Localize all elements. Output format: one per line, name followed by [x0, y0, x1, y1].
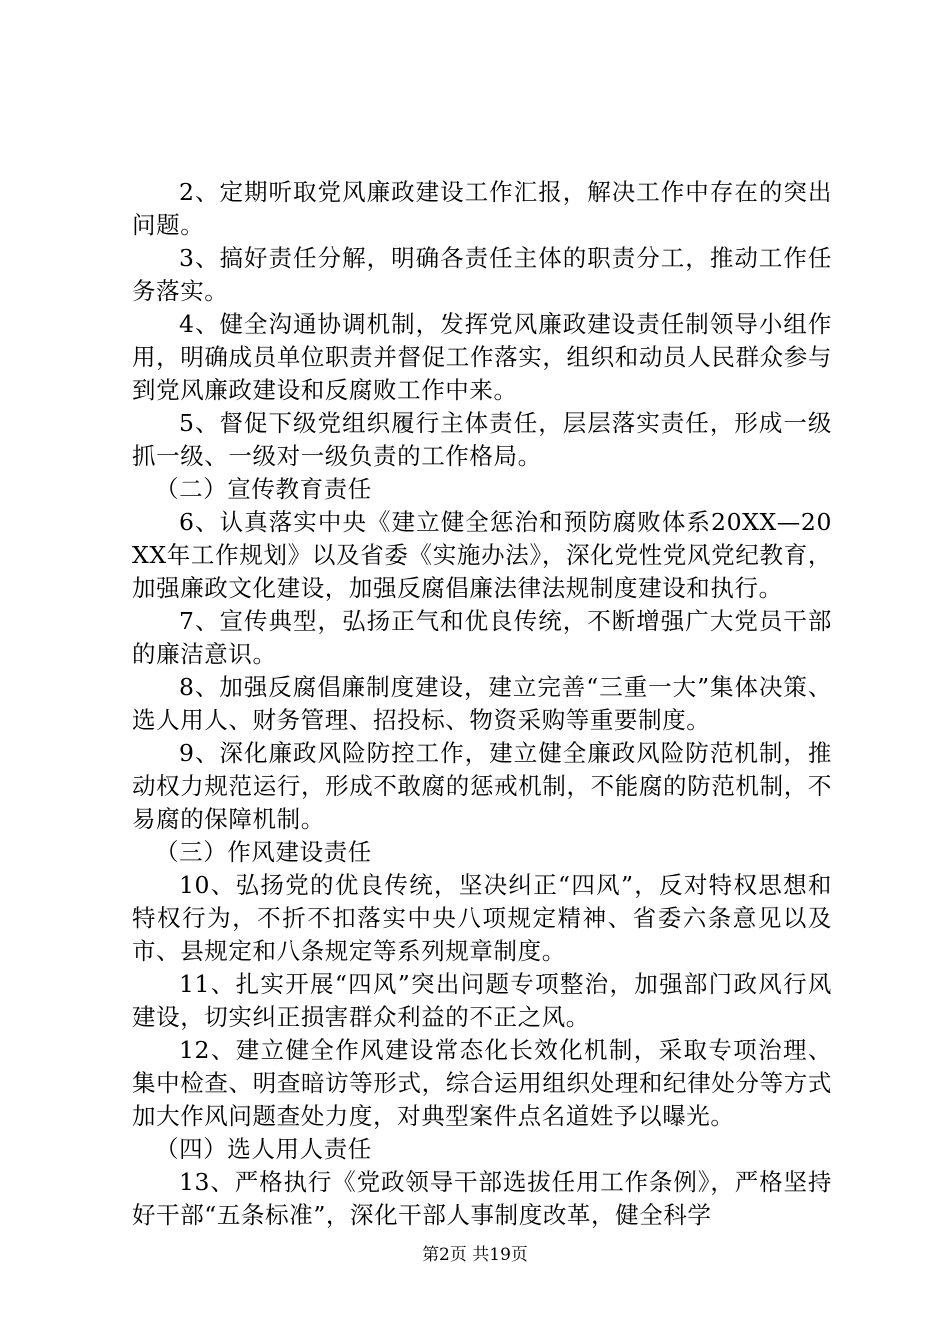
paragraph-item-8: 8、加强反腐倡廉制度建设，建立完善“三重一大”集体决策、选人用人、财务管理、招投标、物资采购等重要制度。	[132, 673, 832, 734]
section-heading-personnel-selection: （四）选人用人责任	[155, 1135, 372, 1163]
paragraph-item-5: 5、督促下级党组织履行主体责任，层层落实责任，形成一级抓一级、一级对一级负责的工作格局。	[132, 409, 832, 470]
page-footer	[0, 1244, 950, 1266]
paragraph-item-3: 3、搞好责任分解，明确各责任主体的职责分工，推动工作任务落实。	[132, 244, 832, 305]
paragraph-item-9: 9、深化廉政风险防控工作，建立健全廉政风险防范机制，推动权力规范运行，形成不敢腐的惩戒机制，不能腐的防范机制，不易腐的保障机制。	[132, 739, 832, 833]
paragraph-item-12: 12、建立健全作风建设常态化长效化机制，采取专项治理、集中检查、明查暗访等形式，综合运用组织处理和纪律处分等方式加大作风问题查处力度，对典型案件点名道姓予以曝光。	[132, 1036, 832, 1130]
paragraph-item-2: 2、定期听取党风廉政建设工作汇报，解决工作中存在的突出问题。	[132, 178, 832, 239]
paragraph-item-6: 6、认真落实中央《建立健全惩治和预防腐败体系20XX—20XX年工作规划》以及省委《实施办法》，深化党性党风党纪教育，加强廉政文化建设，加强反腐倡廉法律法规制度建设和执行。	[132, 508, 832, 602]
document-body	[132, 176, 832, 1232]
paragraph-item-11: 11、扎实开展“四风”突出问题专项整治，加强部门政风行风建设，切实纠正损害群众利益的不正之风。	[132, 970, 832, 1031]
paragraph-item-4: 4、健全沟通协调机制，发挥党风廉政建设责任制领导小组作用，明确成员单位职责并督促工作落实，组织和动员人民群众参与到党风廉政建设和反腐败工作中来。	[132, 310, 832, 404]
paragraph-item-10: 10、弘扬党的优良传统，坚决纠正“四风”，反对特权思想和特权行为，不折不扣落实中央八项规定精神、省委六条意见以及市、县规定和八条规定等系列规章制度。	[132, 871, 832, 965]
page-number-label: 第2页 共19页	[422, 1245, 528, 1265]
section-heading-work-style: （三）作风建设责任	[155, 838, 372, 866]
paragraph-item-7: 7、宣传典型，弘扬正气和优良传统，不断增强广大党员干部的廉洁意识。	[132, 607, 832, 668]
section-heading-publicity-education: （二）宣传教育责任	[155, 475, 372, 503]
paragraph-item-13: 13、严格执行《党政领导干部选拔任用工作条例》，严格坚持好干部“五条标准”，深化干部人事制度改革，健全科学	[132, 1168, 832, 1229]
